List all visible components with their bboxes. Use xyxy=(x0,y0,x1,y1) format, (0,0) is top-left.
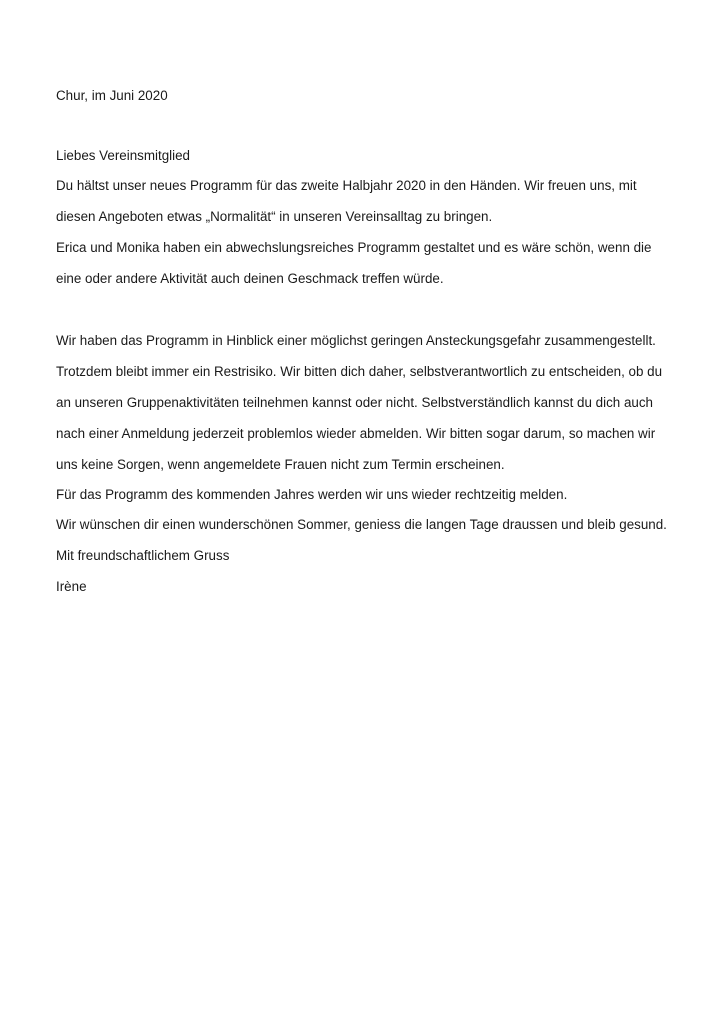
paragraph2-line: Wir haben das Programm in Hinblick einer möglichst geringen Ansteckungsgefahr zusammengestellt. xyxy=(56,333,656,348)
paragraph2-line: nach einer Anmeldung jederzeit problemlos wieder abmelden. Wir bitten sogar darum, so machen wir xyxy=(56,426,656,441)
paragraph2-line: Für das Programm des kommenden Jahres werden wir uns wieder rechtzeitig melden. xyxy=(56,487,568,502)
paragraph2-line: Trotzdem bleibt immer ein Restrisiko. Wir bitten dich daher, selbstverantwortlich zu entscheiden, ob du xyxy=(56,364,663,379)
paragraph2-line: uns keine Sorgen, wenn angemeldete Frauen nicht zum Termin erscheinen. xyxy=(56,457,505,472)
closing: Mit freundschaftlichem Gruss xyxy=(56,548,230,563)
paragraph2-line: an unseren Gruppenaktivitäten teilnehmen kannst oder nicht. Selbstverständlich kannst du dich auch xyxy=(56,395,653,410)
paragraph1-line: Du hältst unser neues Programm für das zweite Halbjahr 2020 in den Händen. Wir freuen uns, mit xyxy=(56,178,637,193)
dateline: Chur, im Juni 2020 xyxy=(56,88,168,103)
paragraph1-line: eine oder andere Aktivität auch deinen Geschmack treffen würde. xyxy=(56,271,444,286)
paragraph2-line: Wir wünschen dir einen wunderschönen Sommer, geniess die langen Tage draussen und bleib gesund. xyxy=(56,517,667,532)
salutation: Liebes Vereinsmitglied xyxy=(56,148,190,163)
paragraph1-line: diesen Angeboten etwas „Normalität“ in unseren Vereinsalltag zu bringen. xyxy=(56,209,493,224)
signature: Irène xyxy=(56,579,87,594)
paragraph1-line: Erica und Monika haben ein abwechslungsreiches Programm gestaltet und es wäre schön, wenn die xyxy=(56,240,652,255)
